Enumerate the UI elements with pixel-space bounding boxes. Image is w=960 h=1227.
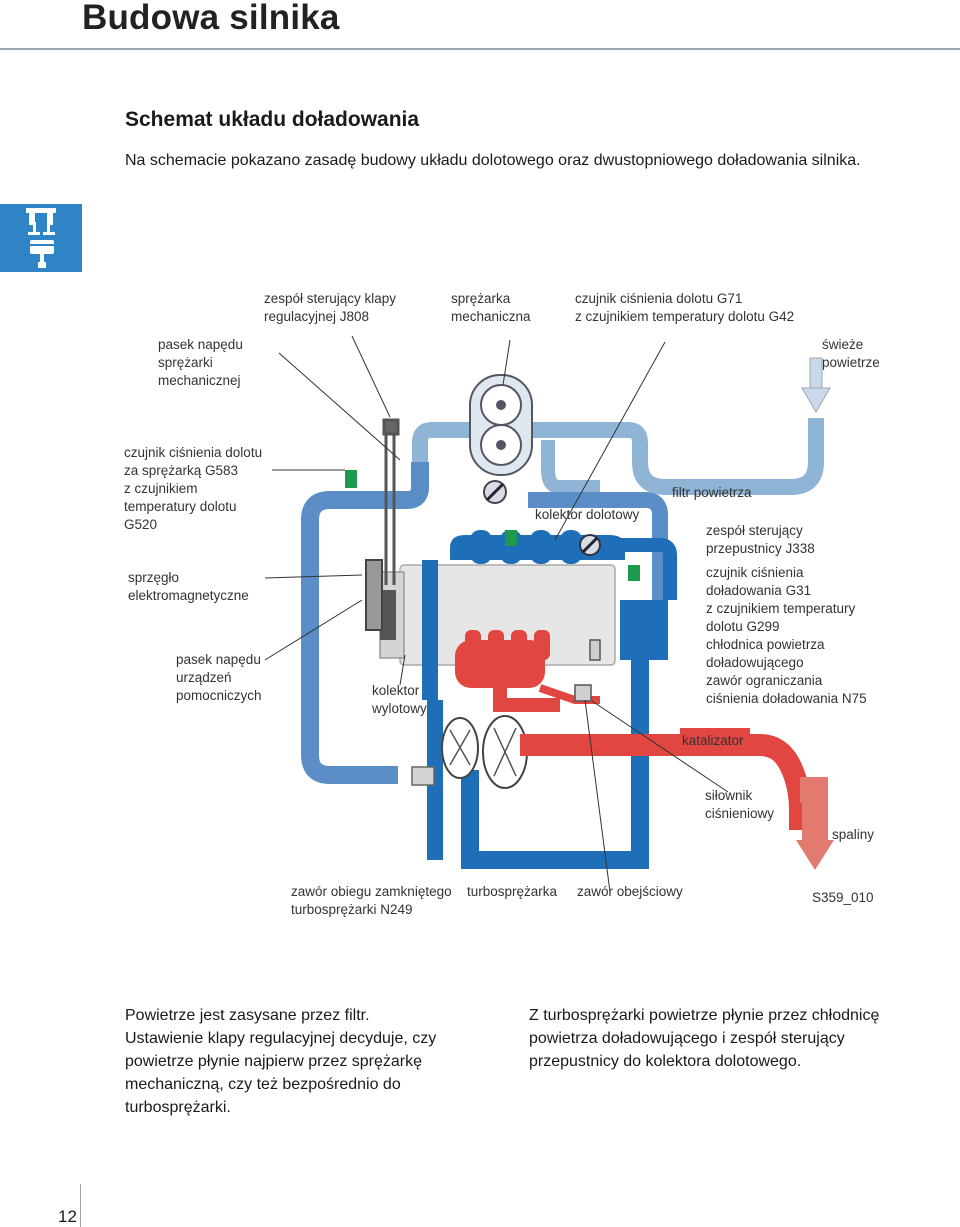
label-n249: zawór obiegu zamkniętego turbosprężarki N249 [291,884,452,917]
j338-throttle-unit [580,535,600,555]
label-intake-manifold: kolektor dolotowy [535,507,640,522]
label-n75-valve: zawór ograniczania ciśnienia doładowania N75 [706,673,867,706]
footer-divider [80,1184,81,1227]
label-exhaust: spaliny [832,827,875,842]
label-g71-sensor: czujnik ciśnienia dolotu G71 z czujnikiem temperatury dolotu G42 [575,291,795,324]
compressor-bypass-duct [548,440,600,487]
g71-sensor [505,530,517,546]
body-text-left: Powietrze jest zasysane przez filtr. Ustawienie klapy regulacyjnej decyduje, czy powietrze płynie najpierw przez sprężarkę mechaniczną, czy też bezpośrednio do turbosprężarki. [125,1007,437,1116]
exhaust-outlet-arrow [796,840,834,870]
label-bypass-valve: zawór obejściowy [577,884,683,899]
label-compressor-belt: pasek napędu sprężarki mechanicznej [158,337,243,388]
label-exhaust-manifold: kolektor wylotowy [372,683,427,716]
label-intercooler: chłodnica powietrza doładowującego [706,637,825,670]
label-fresh-air: świeże powietrze [822,337,880,370]
chapter-title: Budowa silnika [82,0,340,37]
label-actuator: siłownik ciśnieniowy [705,788,775,821]
figure-code: S359_010 [812,890,874,905]
label-electromagnetic-clutch: sprzęgło elektromagnetyczne [128,570,249,603]
label-catalyst: katalizator [682,733,744,748]
page-number: 12 [58,1207,77,1226]
label-g583-sensor: czujnik ciśnienia dolotu za sprężarką G583 z czujnikiem temperatury dolotu G520 [124,445,263,532]
intro-text: Na schemacie pokazano zasadę budowy układu dolotowego oraz dwustopniowego doładowania silnika. [125,152,861,169]
exhaust-outlet [800,790,815,840]
label-air-filter: filtr powietrza [672,485,752,500]
label-g31-sensor: czujnik ciśnienia doładowania G31 z czujnikiem temperatury dolotu G299 [706,565,856,634]
label-mechanical-compressor: sprężarka mechaniczna [451,291,531,324]
turbocharger [442,716,527,788]
pressure-actuator [575,685,591,701]
g583-sensor [345,470,357,488]
label-j338: zespół sterujący przepustnicy J338 [706,523,815,556]
n75-valve [590,640,600,660]
label-turbocharger: turbosprężarka [467,884,558,899]
body-text-right: Z turbosprężarki powietrze płynie przez chłodnicę powietrza doładowującego i zespół sterujący przepustnicy do kolektora dolotowego. [529,1007,880,1070]
section-title: Schemat układu doładowania [125,108,420,131]
g31-sensor [628,565,640,581]
intercooler [620,600,668,660]
label-j808: zespół sterujący klapy regulacyjnej J808 [264,291,397,324]
n249-recirculation-valve [412,767,434,785]
label-auxiliary-belt: pasek napędu urządzeń pomocniczych [176,652,262,703]
j808-flap-control-unit [484,481,506,503]
mechanical-compressor [470,375,532,475]
